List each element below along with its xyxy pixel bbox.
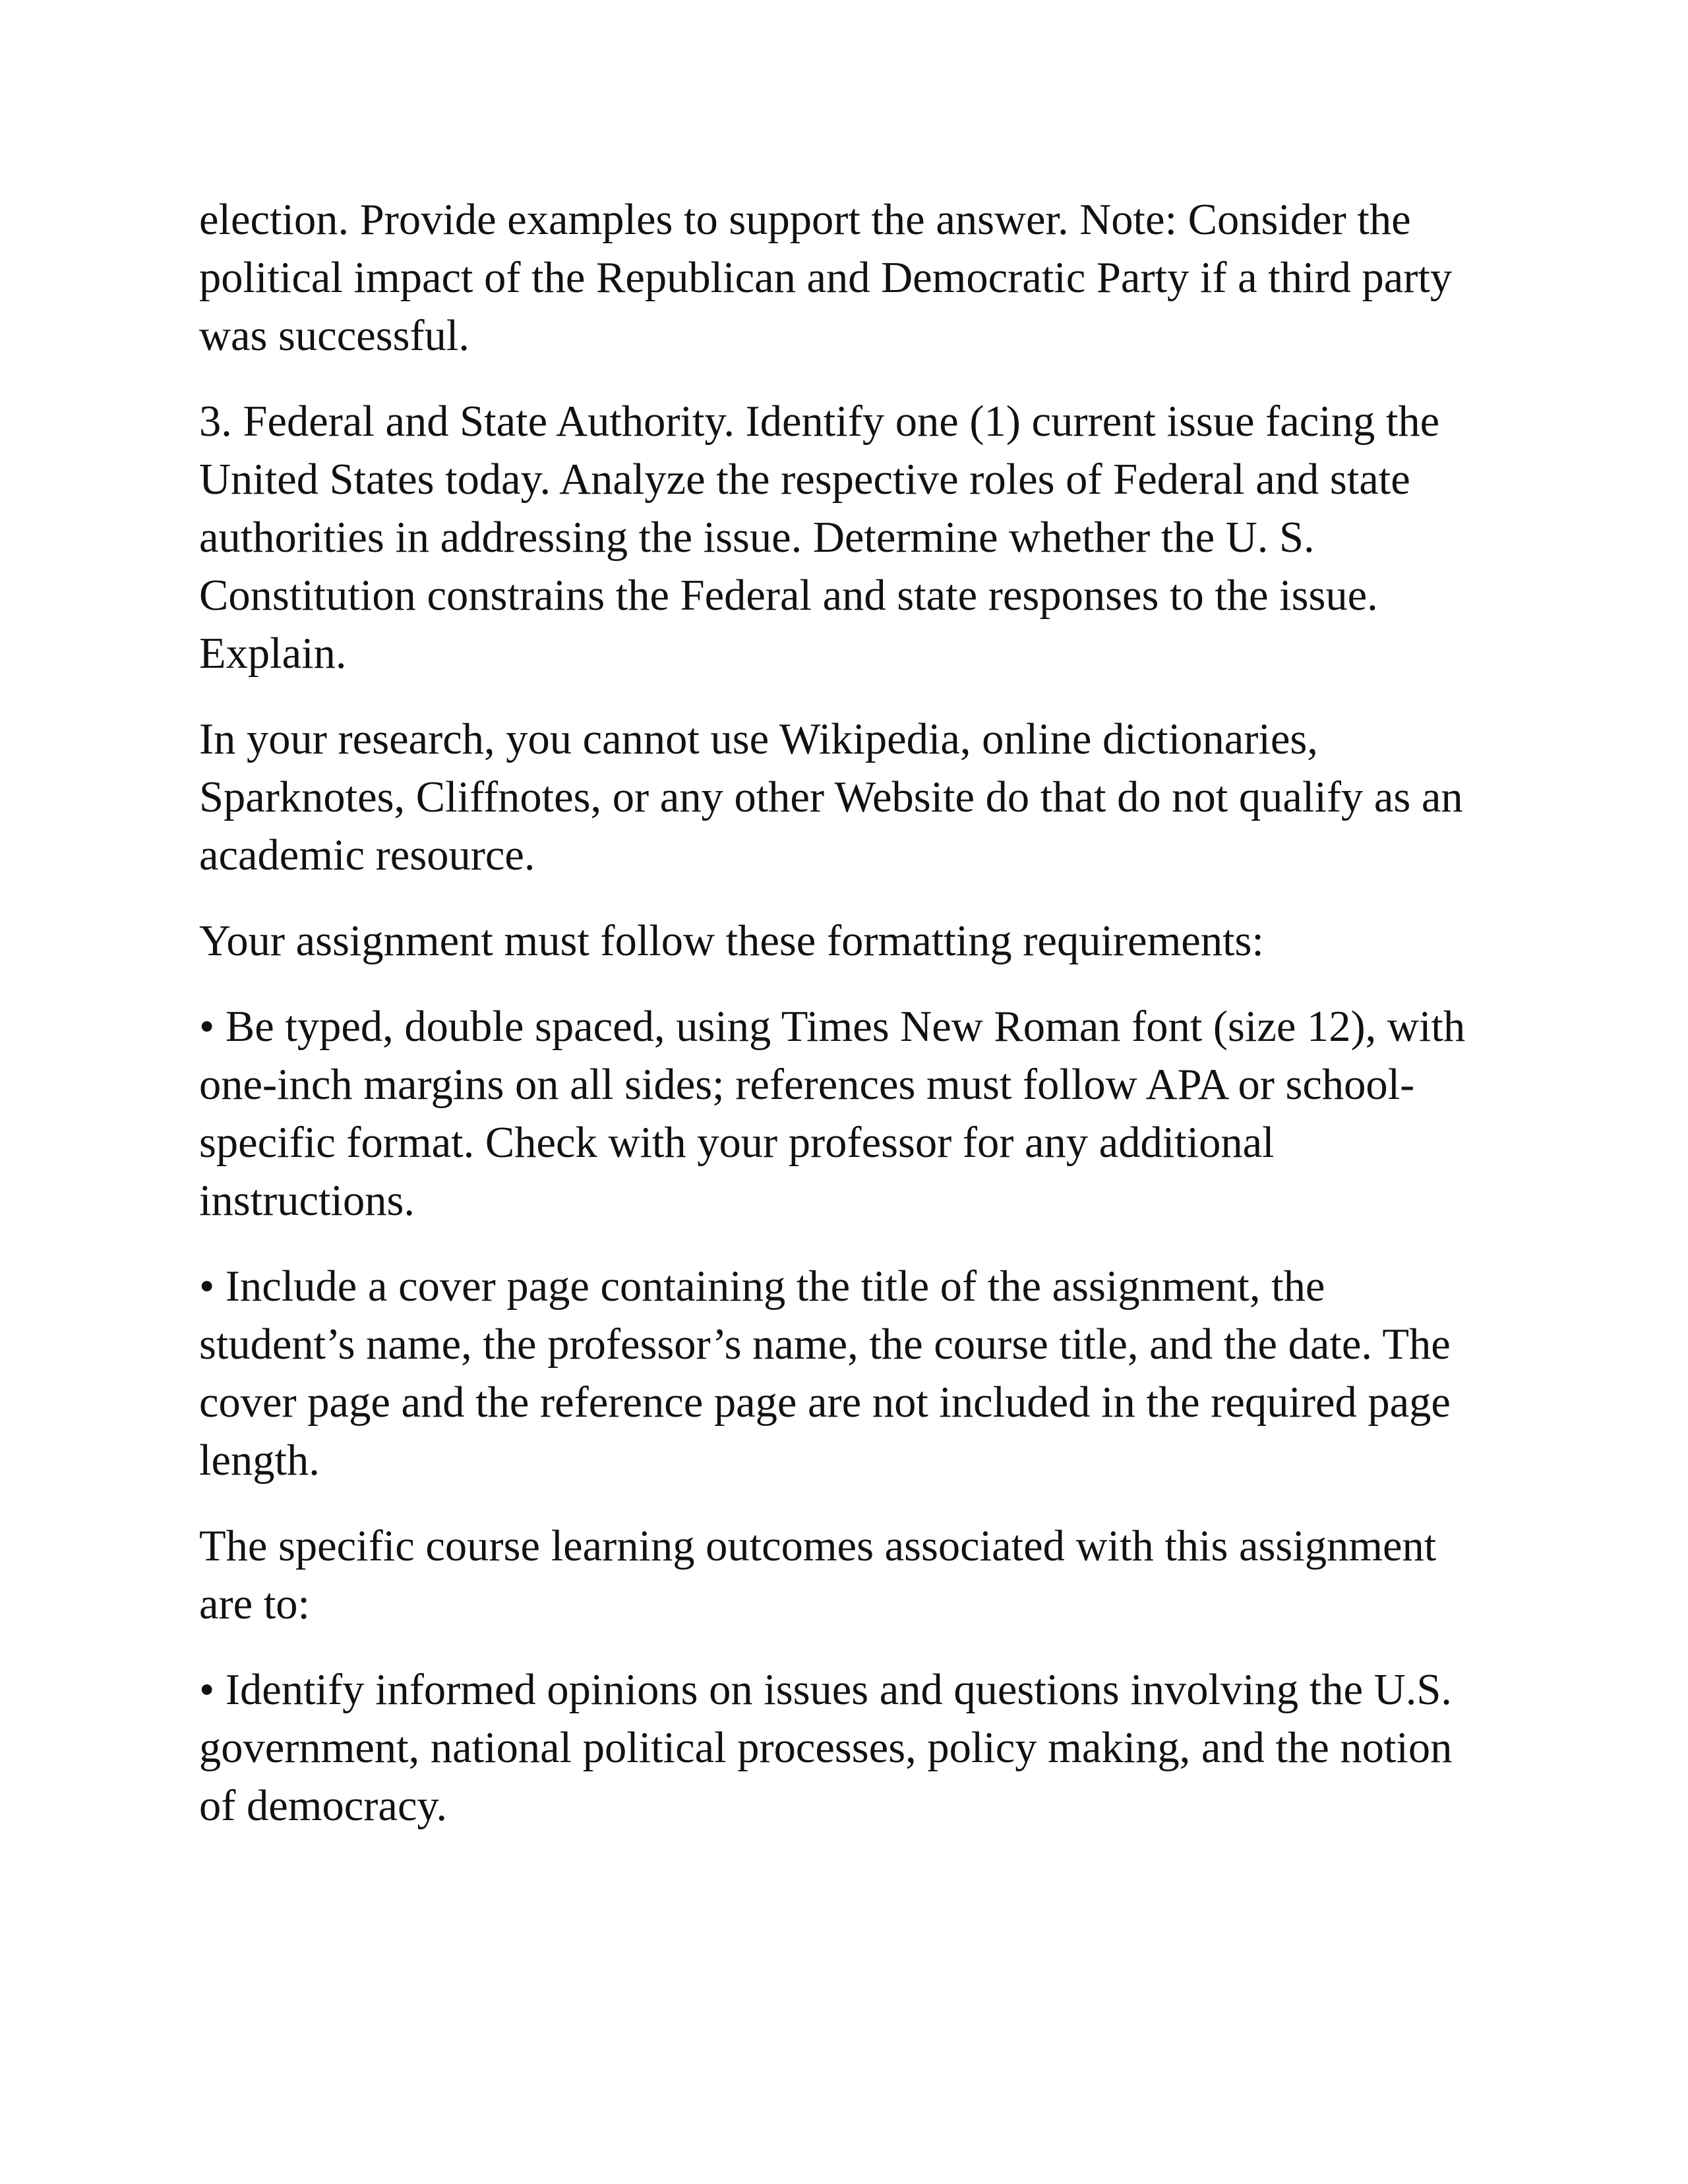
paragraph-formatting-intro: Your assignment must follow these formatting requirements:: [199, 917, 1264, 965]
document-body: [199, 191, 1492, 1863]
bullet-cover-page: • Include a cover page containing the title of the assignment, the student’s name, the professor’s name, the course title, and the date. The cover page and the reference page are not included in the required page length.: [199, 1262, 1451, 1485]
bullet-learning-outcome: • Identify informed opinions on issues and questions involving the U.S. government, national political processes, policy making, and the notion of democracy.: [199, 1666, 1453, 1830]
bullet-formatting-typed: • Be typed, double spaced, using Times New Roman font (size 12), with one-inch margins on all sides; references must follow APA or school-specific format. Check with your professor for any additional instructions.: [199, 1003, 1466, 1225]
paragraph-research-restrictions: In your research, you cannot use Wikipedia, online dictionaries, Sparknotes, Cliffnotes, or any other Website do that do not qualify as an academic resource.: [199, 715, 1463, 879]
paragraph-federal-state-authority: 3. Federal and State Authority. Identify one (1) current issue facing the United States today. Analyze the respective roles of Federal and state authorities in addressing the issue. Determine whether the U. S. Constitution constrains the Federal and state responses to the issue. Explain.: [199, 398, 1440, 678]
paragraph-election-note: election. Provide examples to support the answer. Note: Consider the political impact of the Republican and Democratic Party if a third party was successful.: [199, 196, 1453, 360]
paragraph-learning-outcomes-intro: The specific course learning outcomes associated with this assignment are to:: [199, 1522, 1437, 1628]
